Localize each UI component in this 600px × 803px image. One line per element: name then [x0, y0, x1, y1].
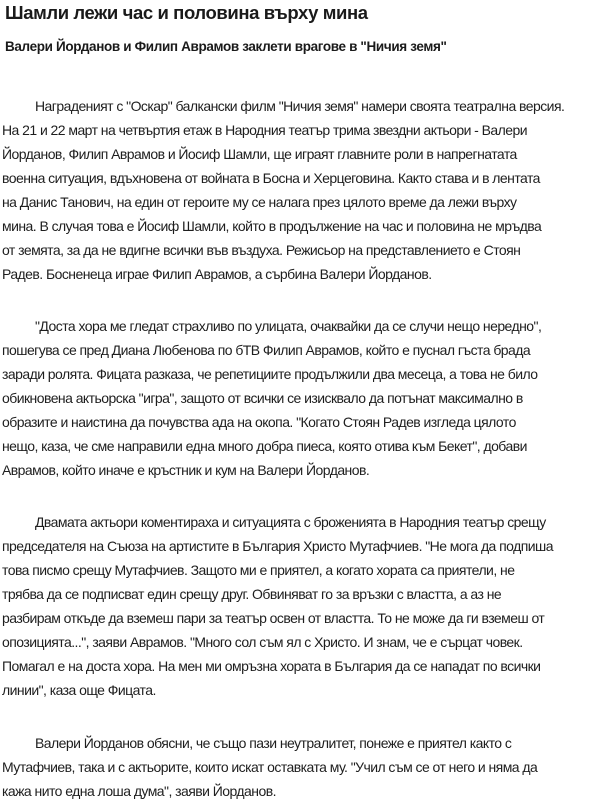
paragraph-line: образите и наистина да почувства ада на окопа. "Когато Стоян Радев изгледа цялото	[2, 414, 516, 430]
paragraph-line: Помагал е на доста хора. На мен ми омръзна хората в България да се нападат по всички	[2, 658, 541, 674]
paragraph-line: "Доста хора ме гледат страхливо по улицата, очаквайки да се случи нещо нередно",	[35, 318, 542, 334]
paragraph-line: На 21 и 22 март на четвъртия етаж в Народния театър трима звездни актьори - Валери	[2, 122, 528, 138]
paragraph-line: нещо, каза, че сме направили една много добра пиеса, която отива към Бекет", добави	[2, 438, 527, 454]
paragraph-line: кажа нито една лоша дума", заяви Йорданов.	[2, 783, 276, 799]
paragraph-line: трябва да се подписват един срещу друг. Обвиняват го за връзки с властта, а аз не	[2, 586, 502, 602]
paragraph-line: опозицията...", заяви Аврамов. "Много сол съм ял с Христо. И знам, че е сърцат човек.	[2, 634, 523, 650]
article-subtitle: Валери Йорданов и Филип Аврамов заклети врагове в "Ничия земя"	[5, 39, 447, 54]
paragraph-line: Йорданов, Филип Аврамов и Йосиф Шамли, ще играят главните роли в напрегнатата	[2, 146, 517, 162]
paragraph-line: Мутафчиев, така и с актьорите, които искат оставката му. "Учил съм се от него и няма да	[2, 759, 538, 775]
paragraph-line: обикновена актьорска "игра", защото от всички се изисквало да потънат максимално в	[2, 390, 523, 406]
paragraph-4	[2, 731, 600, 803]
paragraph-line: председателя на Съюза на артистите в България Христо Мутафчиев. "Не мога да подпиша	[2, 538, 553, 554]
paragraph-line: на Данис Танович, на един от героите му се налага през цялото време да лежи върху	[2, 194, 517, 210]
article-title: Шамли лежи час и половина върху мина	[5, 2, 368, 23]
paragraph-3	[2, 510, 600, 702]
paragraph-line: заради ролята. Фицата разказа, че репетициите продължили два месеца, а това не било	[2, 366, 538, 382]
paragraph-line: пошегува се пред Диана Любенова по бТВ Филип Аврамов, който е пуснал гъста брада	[2, 342, 531, 358]
paragraph-line: Двамата актьори коментираха и ситуацията с броженията в Народния театър срещу	[35, 514, 546, 530]
paragraph-line: Аврамов, който иначе е кръстник и кум на Валери Йорданов.	[2, 462, 370, 478]
paragraph-line: Валери Йорданов обясни, че също пази неутралитет, понеже е приятел както с	[35, 735, 512, 751]
paragraph-line: мина. В случая това е Йосиф Шамли, който в продължение на час и половина не мръдва	[2, 218, 542, 234]
paragraph-line: от земята, за да не вдигне всички във въздуха. Режисьор на представлението е Стоян	[2, 242, 521, 258]
paragraph-line: това писмо срещу Мутафчиев. Защото ми е приятел, а когато хората са приятели, не	[2, 562, 515, 578]
paragraph-2	[2, 314, 600, 482]
paragraph-1	[2, 94, 600, 286]
paragraph-line: Награденият с "Оскар" балкански филм "Ничия земя" намери своята театрална версия.	[35, 98, 565, 114]
paragraph-line: линии", каза още Фицата.	[2, 682, 156, 698]
paragraph-line: разбирам откъде да вземеш пари за театър освен от властта. То не може да ги вземеш от	[2, 610, 545, 626]
paragraph-line: военна ситуация, вдъхновена от войната в Босна и Херцеговина. Както става и в лентата	[2, 170, 540, 186]
paragraph-line: Радев. Босненеца играе Филип Аврамов, а сърбина Валери Йорданов.	[2, 266, 432, 282]
